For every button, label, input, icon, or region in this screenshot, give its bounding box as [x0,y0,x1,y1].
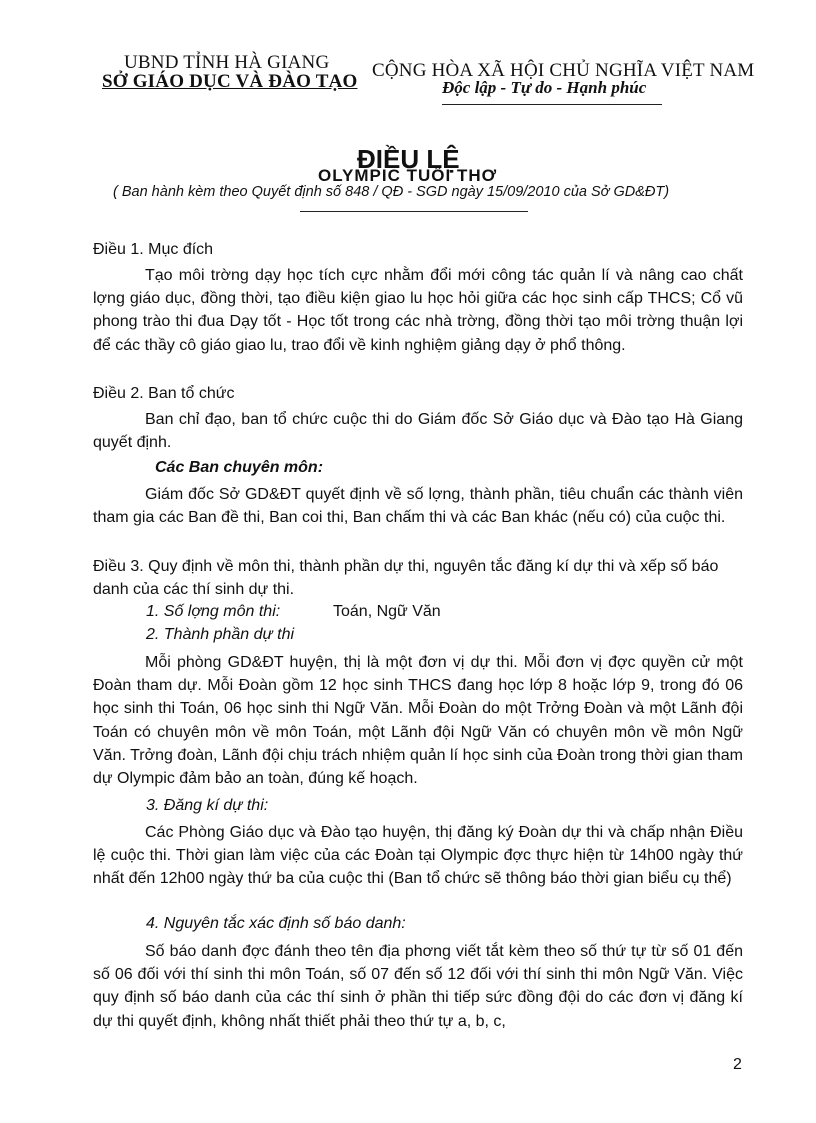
decree-reference: ( Ban hành kèm theo Quyết định số 848 / QĐ - SGD ngày 15/09/2010 của Sở GD&ĐT) [113,184,670,200]
article-3-item-4-label: 4. Nguyên tắc xác định số báo danh: [146,915,406,932]
article-3-item-3-text: Các Phòng Giáo dục và Đào tạo huyện, thị đăng ký Đoàn dự thi và chấp nhận Điều lệ cuộc thi. Thời gian làm việc của các Đoàn tại Olympic đợc thực hiện từ 14h00 ngày thứ nhất đến 12h00 ngày thứ ba của cuộc thi (Ban tổ chức sẽ thông báo thời gian biểu cụ thể) [93,824,743,888]
header-right-line2: Độc lập - Tự do - Hạnh phúc [442,78,647,97]
header-right-line1: CỘNG HÒA XÃ HỘI CHỦ NGHĨA VIỆT NAM [372,60,755,81]
article-1-title: Điều 1. Mục đích [93,241,214,258]
article-3-item-4-text: Số báo danh đợc đánh theo tên địa phơng viết tắt kèm theo số thứ tự từ số 01 đến số 06 đối với thí sinh thi môn Toán, số 07 đến số 12 đối với thí sinh thi môn Ngữ Văn. Việc quy định số báo danh của các thí sinh ở phần thi tiếp sức đồng đội do các đơn vị đăng kí dự thi quyết định, không nhất thiết phải theo thứ tự a, b, c, [93,943,743,1030]
title-underline [300,211,528,212]
article-2-subheading: Các Ban chuyên môn: [155,459,324,476]
article-3-item-3-label: 3. Đăng kí dự thi: [146,797,269,814]
document-title: ĐIỀU LỆ [357,144,460,174]
article-2-text: Ban chỉ đạo, ban tổ chức cuộc thi do Giám đốc Sở Giáo dục và Đào tạo Hà Giang quyết định. [93,411,743,452]
article-2-sub-text: Giám đốc Sở GD&ĐT quyết định về số lợng, thành phần, tiêu chuẩn các thành viên tham gia các Ban đề thi, Ban coi thi, Ban chấm thi và các Ban khác (nếu có) của cuộc thi. [93,486,743,527]
article-3-item-1-value: Toán, Ngữ Văn [333,603,441,620]
header-left-line1: UBND TỈNH HÀ GIANG [124,52,330,73]
header-right-underline [442,104,662,105]
article-3-title: Điều 3. Quy định về môn thi, thành phần dự thi, nguyên tắc đăng kí dự thi và xếp số báo danh của các thí sinh dự thi. [93,558,719,598]
document-subtitle: OLYMPIC TUỔI THƠ [318,166,498,185]
article-3-item-2-label: 2. Thành phần dự thi [146,626,295,643]
article-3-item-2-text: Mỗi phòng GD&ĐT huyện, thị là một đơn vị dự thi. Mỗi đơn vị đợc quyền cử một Đoàn tham dự. Mỗi Đoàn gồm 12 học sinh THCS đang học lớp 8 hoặc lớp 9, trong đó 06 học sinh thi Toán, 06 học sinh thi Ngữ Văn. Mỗi Đoàn do một Trởng Đoàn và một Lãnh đội Toán có chuyên môn về môn Toán, một Lãnh đội Ngữ Văn có chuyên môn về môn Ngữ Văn. Trởng đoàn, Lãnh đội chịu trách nhiệm quản lí học sinh của Đoàn trong thời gian tham dự Olympic đảm bảo an toàn, đúng kế hoạch. [93,654,743,788]
article-1-text: Tạo môi trờng dạy học tích cực nhằm đổi mới công tác quản lí và nâng cao chất lợng giáo dục, đồng thời, tạo điều kiện giao lu học hỏi giữa các học sinh cấp THCS; Cổ vũ phong trào thi đua Dạy tốt - Học tốt trong các nhà trờng, đồng thời tạo môi trờng thuận lợi để các thầy cô giáo giao lu, trao đổi về kinh nghiệm giảng dạy ở phổ thông. [93,267,743,354]
article-3-item-1-label: 1. Số lợng môn thi: [146,603,281,620]
header-left-line2: SỞ GIÁO DỤC VÀ ĐÀO TẠO [102,71,358,92]
article-2-title: Điều 2. Ban tổ chức [93,385,235,402]
page-number: 2 [733,1056,742,1073]
